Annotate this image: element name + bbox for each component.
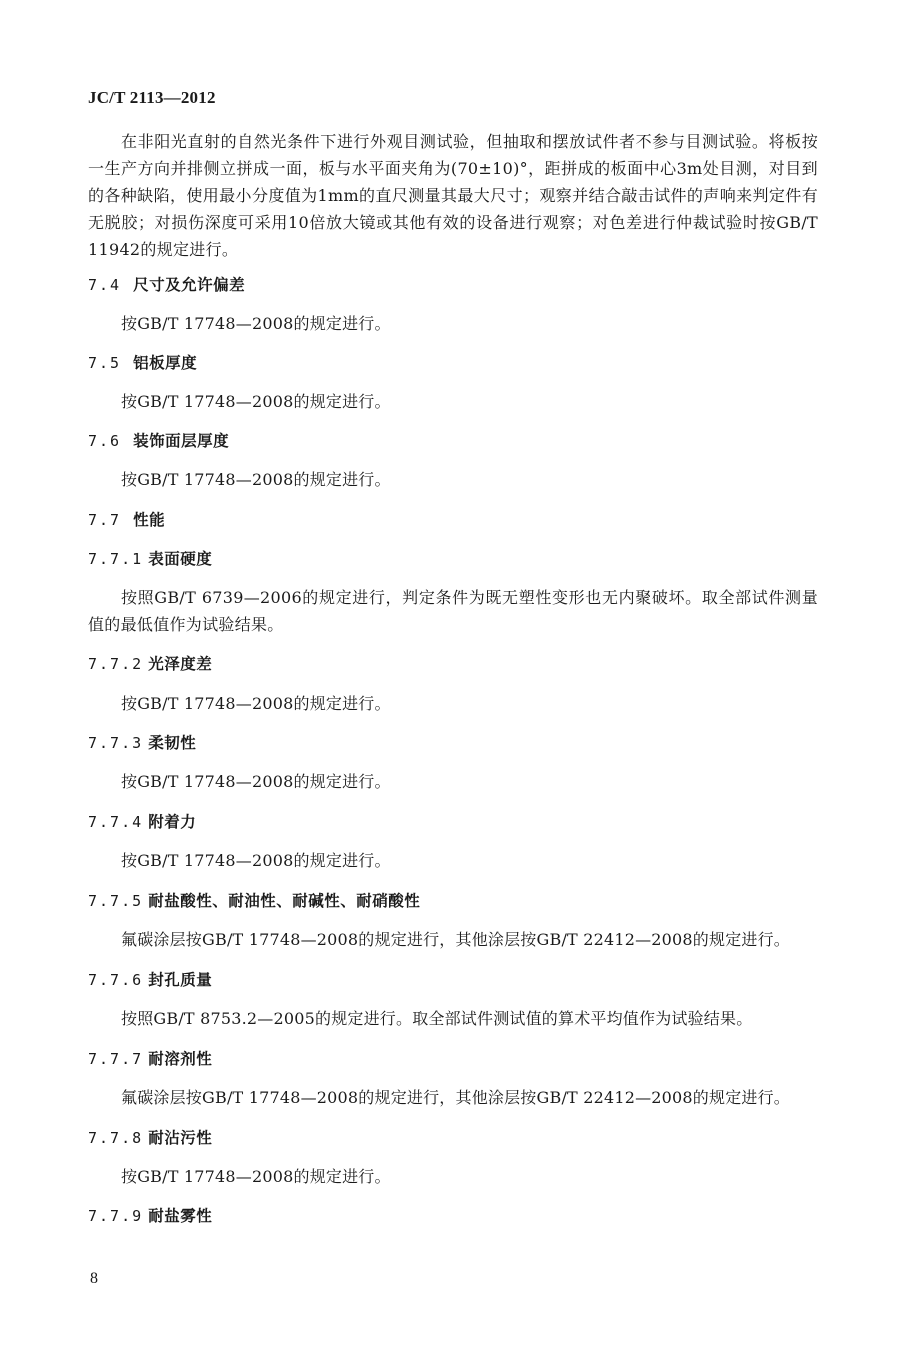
standard-code-header: JC/T 2113—2012 bbox=[88, 88, 216, 107]
section-number: 7.7 bbox=[88, 511, 122, 529]
section-title: 耐盐酸性、耐油性、耐碱性、耐硝酸性 bbox=[148, 892, 421, 910]
section-title: 性能 bbox=[133, 511, 166, 529]
section-title: 耐盐雾性 bbox=[148, 1207, 213, 1225]
section-heading-7-7-4 bbox=[88, 812, 196, 832]
section-title: 光泽度差 bbox=[148, 655, 213, 673]
section-number: 7.6 bbox=[88, 432, 122, 450]
section-body-7-6: 按GB/T 17748—2008的规定进行。 bbox=[121, 470, 391, 489]
section-number: 7.7.6 bbox=[88, 971, 144, 989]
section-heading-7-7-7 bbox=[88, 1049, 212, 1069]
section-body-7-7-4: 按GB/T 17748—2008的规定进行。 bbox=[121, 851, 391, 870]
section-title: 附着力 bbox=[148, 813, 197, 831]
section-number: 7.7.3 bbox=[88, 734, 144, 752]
section-title: 尺寸及允许偏差 bbox=[133, 276, 246, 294]
section-heading-7-4 bbox=[88, 275, 245, 295]
section-title: 柔韧性 bbox=[148, 734, 197, 752]
section-number: 7.7.8 bbox=[88, 1129, 144, 1147]
section-body-7-7-5: 氟碳涂层按GB/T 17748—2008的规定进行，其他涂层按GB/T 22412—2008的规定进行。 bbox=[121, 930, 791, 949]
section-heading-7-7-9 bbox=[88, 1206, 212, 1226]
intro-paragraph: 在非阳光直射的自然光条件下进行外观目测试验，但抽取和摆放试件者不参与目测试验。将板按一生产方向并排侧立拼成一面，板与水平面夹角为(70±10)°，距拼成的板面中心3m处目测，对目到的各种缺陷，使用最小分度值为1mm的直尺测量其最大尺寸；观察并结合敲击试件的声响来判定件有无脱胶；对损伤深度可采用10倍放大镜或其他有效的设备进行观察；对色差进行仲裁试验时按GB/T 11942的规定进行。 bbox=[88, 132, 818, 259]
section-body-7-7-2: 按GB/T 17748—2008的规定进行。 bbox=[121, 694, 391, 713]
section-number: 7.7.4 bbox=[88, 813, 144, 831]
section-title: 耐沾污性 bbox=[148, 1129, 213, 1147]
section-heading-7-7-5 bbox=[88, 891, 420, 911]
section-heading-7-6 bbox=[88, 431, 229, 451]
page-number: 8 bbox=[90, 1270, 98, 1287]
section-body-7-5: 按GB/T 17748—2008的规定进行。 bbox=[121, 392, 391, 411]
section-number: 7.7.9 bbox=[88, 1207, 144, 1225]
section-number: 7.5 bbox=[88, 354, 122, 372]
section-number: 7.7.5 bbox=[88, 892, 144, 910]
section-heading-7-7-3 bbox=[88, 733, 196, 753]
section-body-7-4: 按GB/T 17748—2008的规定进行。 bbox=[121, 314, 391, 333]
section-title: 封孔质量 bbox=[148, 971, 213, 989]
section-heading-7-7-2 bbox=[88, 654, 212, 674]
section-title: 表面硬度 bbox=[148, 550, 213, 568]
section-title: 耐溶剂性 bbox=[148, 1050, 213, 1068]
section-body-7-7-1: 按照GB/T 6739—2006的规定进行，判定条件为既无塑性变形也无内聚破坏。取全部试件测量值的最低值作为试验结果。 bbox=[88, 588, 818, 634]
section-title: 装饰面层厚度 bbox=[133, 432, 230, 450]
section-heading-7-7-6 bbox=[88, 970, 212, 990]
section-body-7-7-3: 按GB/T 17748—2008的规定进行。 bbox=[121, 772, 391, 791]
section-number: 7.7.1 bbox=[88, 550, 144, 568]
section-body-7-7-6: 按照GB/T 8753.2—2005的规定进行。取全部试件测试值的算术平均值作为试验结果。 bbox=[121, 1009, 753, 1028]
section-heading-7-7-8 bbox=[88, 1128, 212, 1148]
section-heading-7-5 bbox=[88, 353, 197, 373]
section-title: 铝板厚度 bbox=[133, 354, 198, 372]
section-number: 7.4 bbox=[88, 276, 122, 294]
section-heading-7-7 bbox=[88, 510, 165, 530]
section-number: 7.7.7 bbox=[88, 1050, 144, 1068]
section-body-7-7-7: 氟碳涂层按GB/T 17748—2008的规定进行，其他涂层按GB/T 22412—2008的规定进行。 bbox=[121, 1088, 791, 1107]
section-number: 7.7.2 bbox=[88, 655, 144, 673]
section-body-7-7-8: 按GB/T 17748—2008的规定进行。 bbox=[121, 1167, 391, 1186]
section-heading-7-7-1 bbox=[88, 549, 212, 569]
